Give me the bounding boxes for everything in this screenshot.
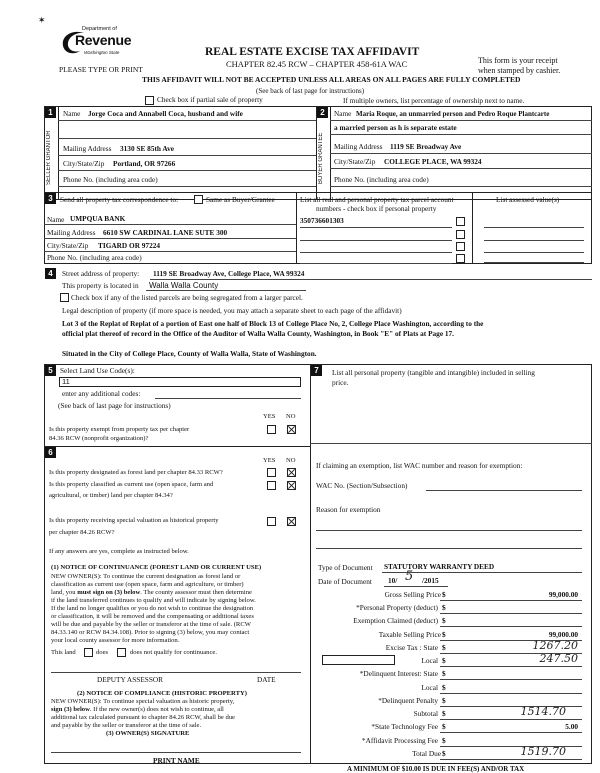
seller-mailing[interactable]: 3130 SE 85th Ave [120, 144, 174, 153]
notice-1-title: (1) NOTICE OF CONTINUANCE (FOREST LAND OR CURRENT USE) [51, 564, 262, 571]
street-label: Street address of property: [62, 269, 140, 278]
notice-1-line-2: classification as current use (open space, farm and agriculture, or timber) [51, 581, 244, 588]
parcel-2-personal-checkbox[interactable] [456, 230, 465, 239]
multiple-owners-note: If multiple owners, list percentage of ownership next to name. [343, 96, 525, 105]
partial-sale-checkbox[interactable] [145, 96, 154, 105]
historic-question-1: Is this property receiving special valuation as historical property [49, 517, 219, 524]
dept-small: Department of [82, 26, 117, 32]
notice-1-line-3 [51, 589, 252, 597]
s6-yes-label: YES [263, 457, 276, 464]
personal-prop-line-2: price. [332, 378, 349, 387]
parcel-4-personal-checkbox[interactable] [456, 254, 465, 263]
tax-city-label: City/State/Zip [47, 241, 89, 250]
form-title: REAL ESTATE EXCISE TAX AFFIDAVIT [205, 46, 420, 58]
parcels-header-2: numbers - check box if personal property [316, 204, 437, 213]
gross-selling-price-value[interactable]: 99,000.00 [548, 590, 578, 599]
section-1-number: 1 [45, 107, 56, 118]
notice-2-title: (2) NOTICE OF COMPLIANCE (HISTORIC PROPERTY) [77, 690, 247, 697]
total-due-value[interactable]: 1519.70 [520, 745, 566, 758]
buyer-mailing[interactable]: 1119 SE Broadway Ave [390, 142, 462, 151]
tax-city[interactable]: TIGARD OR 97224 [98, 241, 161, 250]
buyer-name[interactable]: Maria Roque, an unmarried person and Pedro Roque Plantcarte [356, 110, 550, 118]
additional-codes-label: enter any additional codes: [62, 389, 141, 398]
wac-label: WAC No. (Section/Subsection) [316, 481, 408, 490]
excise-local-value[interactable]: 247.50 [539, 652, 578, 665]
historic-no-checkbox[interactable] [287, 517, 296, 526]
buyer-city[interactable]: COLLEGE PLACE, WA 99324 [384, 157, 482, 166]
buyer-phone-label: Phone No. (including area code) [334, 175, 429, 184]
assessed-header: List assessed value(s) [496, 195, 560, 204]
receipt-note-1: This form is your receipt [478, 56, 558, 65]
receipt-note-2: when stamped by cashier. [478, 66, 561, 75]
current-use-question-1: Is this property classified as current use (open space, farm and [49, 481, 214, 488]
affidavit-processing-fee-label: *Affidavit Processing Fee [361, 736, 438, 745]
buyer-name-label: Name [334, 109, 352, 118]
located-label: This property is located in [62, 281, 139, 290]
delinquent-interest-local-label: Local [421, 683, 438, 692]
state-technology-fee-label: *State Technology Fee [371, 722, 438, 731]
gross-selling-price-label: Gross Selling Price [384, 590, 441, 599]
does-qualify-checkbox[interactable] [84, 648, 93, 657]
buyer-side-label: BUYER GRANTEE [318, 132, 324, 184]
legal-line-1[interactable]: Lot 3 of the Replat of Replat of a portion of East one half of Block 13 of College Place No, 2, College Place Washington, according to the [62, 319, 484, 328]
does-not-qualify-checkbox[interactable] [117, 648, 126, 657]
buyer-mailing-label: Mailing Address [334, 142, 383, 151]
s5-yes-label: YES [263, 413, 276, 420]
current-use-question-2: agricultural, or timber) land per chapter 84.34? [49, 492, 173, 499]
exemption-claimed-label: Exemption Claimed (deduct) [353, 616, 438, 625]
excise-local-label: Local [421, 656, 438, 665]
subtotal-value[interactable]: 1514.70 [520, 705, 566, 718]
personal-property-label: *Personal Property (deduct) [356, 603, 438, 612]
exemption-label: If claiming an exemption, list WAC number and reason for exemption: [316, 461, 523, 470]
doc-date-label: Date of Document [318, 577, 372, 586]
tax-mailing[interactable]: 6610 SW CARDINAL LANE SUTE 300 [103, 228, 228, 237]
personal-prop-line-1: List all personal property (tangible and intangible) included in selling [332, 368, 535, 377]
notice-2-line-3: additional tax calculated pursuant to chapter 84.26 RCW, shall be due [51, 714, 235, 721]
s5-no-label: NO [286, 413, 296, 420]
seller-name-label: Name [63, 109, 81, 118]
notice-1-line-4: if the land transferred continues to qualify and will indicate by signing below. [51, 597, 256, 604]
legal-line-2[interactable]: official plat thereof of record in the Office of the Auditor of Walla Walla County, Washington, in Book "E" of Plats at Page 17. [62, 329, 455, 338]
seller-mailing-label: Mailing Address [63, 144, 112, 153]
notice-2-line-4: and payable by the seller or transferor at the time of sale. [51, 722, 202, 729]
tax-phone-label: Phone No. (including area code) [47, 253, 142, 262]
delinquent-interest-state-label: *Delinquent Interest: State [359, 669, 438, 678]
currency-4: $ [442, 643, 446, 652]
same-as-buyer-label: Same as Buyer/Grantee [206, 195, 275, 204]
corner-mark: ✶ [38, 15, 46, 25]
notice-3-title: (3) OWNER(S) SIGNATURE [106, 730, 190, 737]
legal-line-3[interactable]: Situated in the City of College Place, County of Walla Walla, State of Washington. [62, 349, 317, 358]
current-use-yes-checkbox[interactable] [267, 481, 276, 490]
tax-mailing-label: Mailing Address [47, 228, 96, 237]
doc-type-label: Type of Document [318, 563, 373, 572]
currency-6: $ [442, 669, 446, 678]
logo-word: Revenue [75, 32, 132, 48]
legal-label: Legal description of property (if more space is needed, you may attach a separate sheet to each page of the affidavit) [62, 306, 402, 315]
partial-sale-label: Check box if partial sale of property [157, 95, 263, 104]
section-6-number: 6 [45, 447, 56, 458]
logo-sub: Washington State [84, 50, 120, 55]
current-use-no-checkbox[interactable] [287, 481, 296, 490]
segregated-checkbox[interactable] [60, 293, 69, 302]
land-use-value: 11 [62, 377, 70, 386]
currency-5: $ [442, 656, 446, 665]
currency-11: $ [442, 736, 446, 745]
s6-no-label: NO [286, 457, 296, 464]
exempt-question-2: 84.36 RCW (nonprofit organization)? [49, 435, 149, 442]
currency-12: $ [442, 749, 446, 758]
taxable-selling-price-value[interactable]: 99,000.00 [548, 630, 578, 639]
historic-yes-checkbox[interactable] [267, 517, 276, 526]
seller-phone-label: Phone No. (including area code) [63, 175, 158, 184]
revenue-logo [60, 26, 140, 60]
section-5-number: 5 [45, 365, 56, 376]
total-due-label: Total Due [412, 749, 441, 758]
currency-1: $ [442, 603, 446, 612]
subtotal-label: Subtotal [413, 709, 438, 718]
seller-name[interactable]: Jorge Coca and Annabell Coca, husband and wife [88, 109, 243, 118]
currency-3: $ [442, 630, 446, 639]
date-label: DATE [257, 675, 276, 684]
form-chapter: CHAPTER 82.45 RCW – CHAPTER 458-61A WAC [226, 59, 408, 69]
notice-1-line-1: NEW OWNER(S): To continue the current designation as forest land or [51, 573, 241, 580]
exempt-no-checkbox[interactable] [287, 425, 296, 434]
parcel-3-personal-checkbox[interactable] [456, 242, 465, 251]
notice-2-line-2b: . If the new owner(s) does not wish to continue, all [89, 706, 224, 713]
currency-0: $ [442, 590, 446, 599]
section-2-number: 2 [317, 107, 328, 118]
currency-7: $ [442, 683, 446, 692]
same-as-buyer-checkbox[interactable] [194, 195, 203, 204]
doc-date-month[interactable]: 10/ [388, 576, 398, 585]
this-land-label: This land [51, 649, 76, 656]
see-back-note: (See back of last page for instructions) [256, 87, 365, 95]
section-3-number: 3 [45, 193, 56, 204]
warning-text: THIS AFFIDAVIT WILL NOT BE ACCEPTED UNLESS ALL AREAS ON ALL PAGES ARE FULLY COMPLETED [142, 75, 521, 84]
doc-date-year[interactable]: /2015 [422, 576, 439, 585]
minimum-note: A MINIMUM OF $10.00 IS DUE IN FEE(S) AND/OR TAX [347, 765, 525, 773]
doc-type[interactable]: STATUTORY WARRANTY DEED [384, 562, 495, 571]
currency-8: $ [442, 696, 446, 705]
exempt-yes-checkbox[interactable] [267, 425, 276, 434]
if-yes-note: If any answers are yes, complete as instructed below. [49, 548, 189, 555]
notice-1-line-7: will be due and payable by the seller or transferor at the time of sale. (RCW [51, 621, 251, 628]
delinquent-penalty-label: *Delinquent Penalty [378, 696, 438, 705]
state-technology-fee-value[interactable]: 5.00 [565, 722, 578, 731]
street-address[interactable]: 1119 SE Broadway Ave, College Place, WA 99324 [153, 269, 305, 278]
notice-1-line-3c: . The county assessor must then determine [140, 589, 252, 596]
exempt-question-1: Is this property exempt from property tax per chapter [49, 426, 190, 433]
excise-state-label: Excise Tax : State [385, 643, 438, 652]
deputy-assessor-label: DEPUTY ASSESSOR [97, 675, 164, 684]
tax-name[interactable]: UMPQUA BANK [70, 214, 126, 223]
section-7-number: 7 [311, 365, 322, 376]
land-use-see-back: (See back of last page for instructions) [58, 401, 171, 410]
forest-yes-checkbox[interactable] [267, 468, 276, 477]
land-use-label: Select Land Use Code(s): [60, 366, 135, 375]
notice-1-line-3b: must sign on (3) below [77, 589, 141, 596]
taxable-selling-price-label: Taxable Selling Price [378, 630, 441, 639]
notice-1-line-6: or classification, it will be removed and the compensating or additional taxes [51, 613, 254, 620]
notice-1-line-8: 84.33.140 or RCW 84.34.108). Prior to signing (3) below, you may contact [51, 629, 250, 636]
land-use-input[interactable] [59, 377, 301, 387]
forest-question: Is this property designated as forest land per chapter 84.33 RCW? [49, 469, 223, 476]
does-not-label: does not qualify for continuance. [130, 649, 217, 656]
forest-no-checkbox[interactable] [287, 468, 296, 477]
excise-local-box[interactable] [322, 655, 395, 665]
notice-2-line-2a: sign (3) below [51, 706, 90, 713]
currency-10: $ [442, 722, 446, 731]
parcel-1[interactable]: 350736601303 [300, 216, 344, 225]
located-county[interactable]: Walla Walla County [149, 281, 219, 290]
seller-city-label: City/State/Zip [63, 159, 105, 168]
does-label: does [96, 649, 109, 656]
print-name-label: PRINT NAME [153, 756, 200, 765]
seller-city[interactable]: Portland, OR 97266 [113, 159, 176, 168]
print-note: PLEASE TYPE OR PRINT [59, 65, 143, 74]
notice-1-line-9: your local county assessor for more information. [51, 637, 180, 644]
section-4-number: 4 [45, 268, 56, 279]
currency-2: $ [442, 616, 446, 625]
notice-2-line-2 [51, 706, 224, 714]
excise-state-value[interactable]: 1267.20 [532, 639, 578, 652]
parcels-header-1: List all real and personal property tax parcel account [300, 195, 454, 204]
historic-question-2: per chapter 84.26 RCW? [49, 529, 115, 536]
notice-2-line-1: NEW OWNER(S): To continue special valuation as historic property, [51, 698, 235, 705]
notice-1-line-5: If the land no longer qualifies or you do not wish to continue the designation [51, 605, 254, 612]
buyer-city-label: City/State/Zip [334, 157, 376, 166]
tax-name-label: Name [47, 215, 65, 224]
reason-label: Reason for exemption [316, 505, 381, 514]
parcel-1-personal-checkbox[interactable] [456, 217, 465, 226]
notice-1-line-3a: land, you [51, 589, 78, 596]
segregated-label: Check box if any of the listed parcels are being segregated from a larger parcel. [71, 293, 303, 302]
tax-corr-label: Send all property tax correspondence to: [60, 195, 179, 204]
buyer-name-2[interactable]: a married person as h is separate estate [334, 123, 457, 132]
doc-date-day[interactable]: 5 [405, 569, 414, 584]
seller-side-label: SELLER GRANTOR [46, 130, 52, 186]
currency-9: $ [442, 709, 446, 718]
